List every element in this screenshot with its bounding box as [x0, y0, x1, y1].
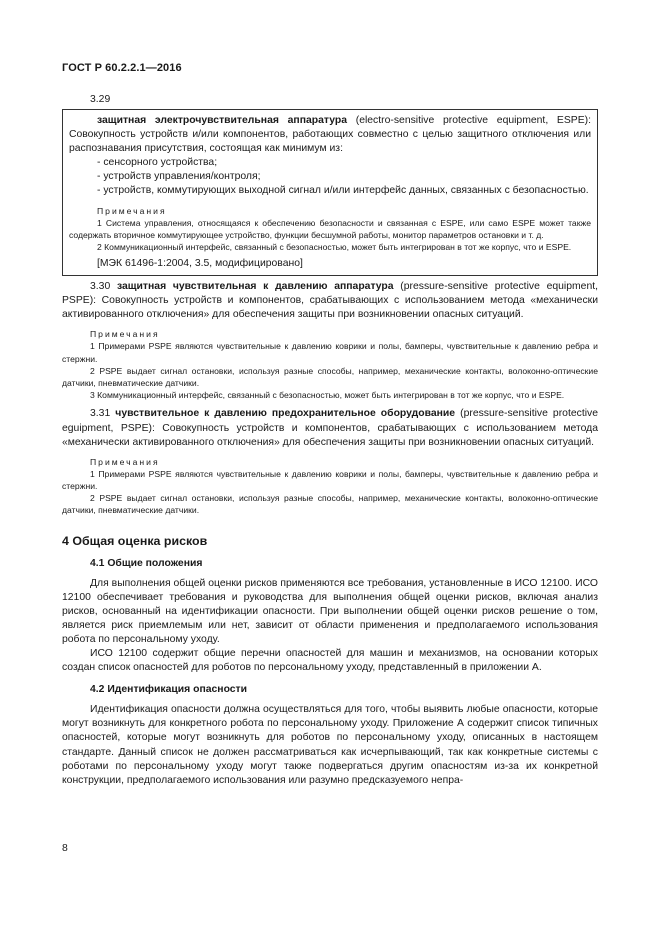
- note: 2 Коммуникационный интерфейс, связанный с безопасностью, может быть интегрирован в тот же корпус, что и ESPE.: [97, 241, 572, 252]
- paragraph: ИСО 12100 содержит общие перечни опасностей для машин и механизмов, на основании которых создан список опасностей для роботов по персональному уходу, представленный в приложении А.: [62, 648, 598, 674]
- subsection-heading: 4.2 Идентификация опасности: [90, 684, 248, 696]
- note: 1 Примерами PSPE являются чувствительные к давлению коврики и полы, бамперы, чувствительные к давлению ребра и стержни.: [62, 468, 598, 491]
- section-heading: 4 Общая оценка рисков: [62, 533, 208, 548]
- subsection-heading: 4.1 Общие положения: [90, 557, 203, 569]
- paragraph: Идентификация опасности должна осуществляться для того, чтобы выявить любые опасности, которые могут возникнуть для конкретного робота по персональному уходу. Приложение А содержит список типичных опасностей, которые могут возникнуть для роботов по персональному уходу, описанных в настоящем стандарте. Данный список не должен рассматриваться как исчерпывающий, так как конкретные системы с роботами по персональному уходу могут также подвергаться другим опасностям из-за их конкретной конструкции, предполагаемого использования или разумно предсказуемого непра-: [62, 704, 598, 786]
- definition-text: (pressure-sensitive protective equipment, PSPE): Совокупность устройств и компонентов, срабатывающих с использованием метода «механически активированного отключения» для обеспечения защиты при возникновении опасных ситуаций.: [62, 281, 598, 321]
- notes-title: Примечания: [97, 205, 167, 216]
- section-number: 3.31: [90, 408, 111, 420]
- list-item: - сенсорного устройства;: [97, 157, 218, 169]
- document-header: ГОСТ Р 60.2.2.1—2016: [62, 62, 182, 74]
- term: защитная чувствительная к давлению аппаратура: [116, 281, 394, 293]
- notes-title: Примечания: [90, 329, 160, 340]
- paragraph: Для выполнения общей оценки рисков применяются все требования, установленные в ИСО 12100. ИСО 12100 обеспечивает требования и руководства для выполнения общей оценки рисков, включая анализ рисков, основанный на идентификации опасности. При выполнении общей оценки рисков решение о том, является риск приемлемым или нет, зависит от области применения и предполагаемого использования робота по персональному уходу.: [62, 577, 598, 645]
- list-item: - устройств, коммутирующих выходной сигнал и/или интерфейс данных, связанных с безопасностью.: [97, 185, 589, 197]
- list-item: - устройств управления/контроля;: [97, 171, 261, 183]
- section-number: 3.29: [90, 94, 111, 105]
- page-body: [62, 93, 598, 788]
- definition-text: (pressure-sensitive protective eguipment, PSPE): Совокупность устройств и компонентов, срабатывающих с использованием метода «механически активированного отключения» для обеспечения защиты при возникновении опасных ситуаций.: [62, 408, 598, 448]
- term: чувствительное к давлению предохранительное оборудование: [115, 408, 456, 420]
- source-reference: [МЭК 61496-1:2004, 3.5, модифицировано]: [97, 258, 303, 270]
- note: 2 PSPE выдает сигнал остановки, используя разные способы, например, механические контакты, волоконно-оптические датчики, пневматические датчики.: [62, 365, 598, 389]
- note: 3 Коммуникационный интерфейс, связанный с безопасностью, может быть интегрирован в тот же корпус, что и ESPE.: [90, 390, 565, 401]
- note: 1 Система управления, относящаяся к обеспечению безопасности и связанная с ESPE, или само ESPE может также содержать вторичное коммутирующее устройство, функции бесшумной работы, монитор параметров остановки и т. д.: [69, 217, 591, 240]
- definition-box: [62, 109, 598, 276]
- definition-paragraph: [62, 280, 598, 322]
- notes-title: Примечания: [90, 456, 160, 467]
- definition-paragraph: [69, 114, 591, 156]
- page-number: 8: [62, 843, 68, 854]
- note: 1 Примерами PSPE являются чувствительные к давлению коврики и полы, бамперы, чувствительные к давлению ребра и стержни.: [62, 341, 598, 364]
- section-number: 3.30: [90, 281, 111, 293]
- note: 2 PSPE выдает сигнал остановки, используя разные способы, например, механические контакты, волоконно-оптические датчики, пневматические датчики.: [62, 493, 598, 516]
- definition-text: (electro-sensitive protective equipment, ESPE): Совокупность устройств и/или компонентов, работающих совместно с целью защитного отключения или распознавания присутствия, состоящая как минимум из:: [69, 115, 592, 155]
- term: защитная электрочувствительная аппаратура: [97, 115, 347, 126]
- definition-paragraph: [62, 407, 598, 449]
